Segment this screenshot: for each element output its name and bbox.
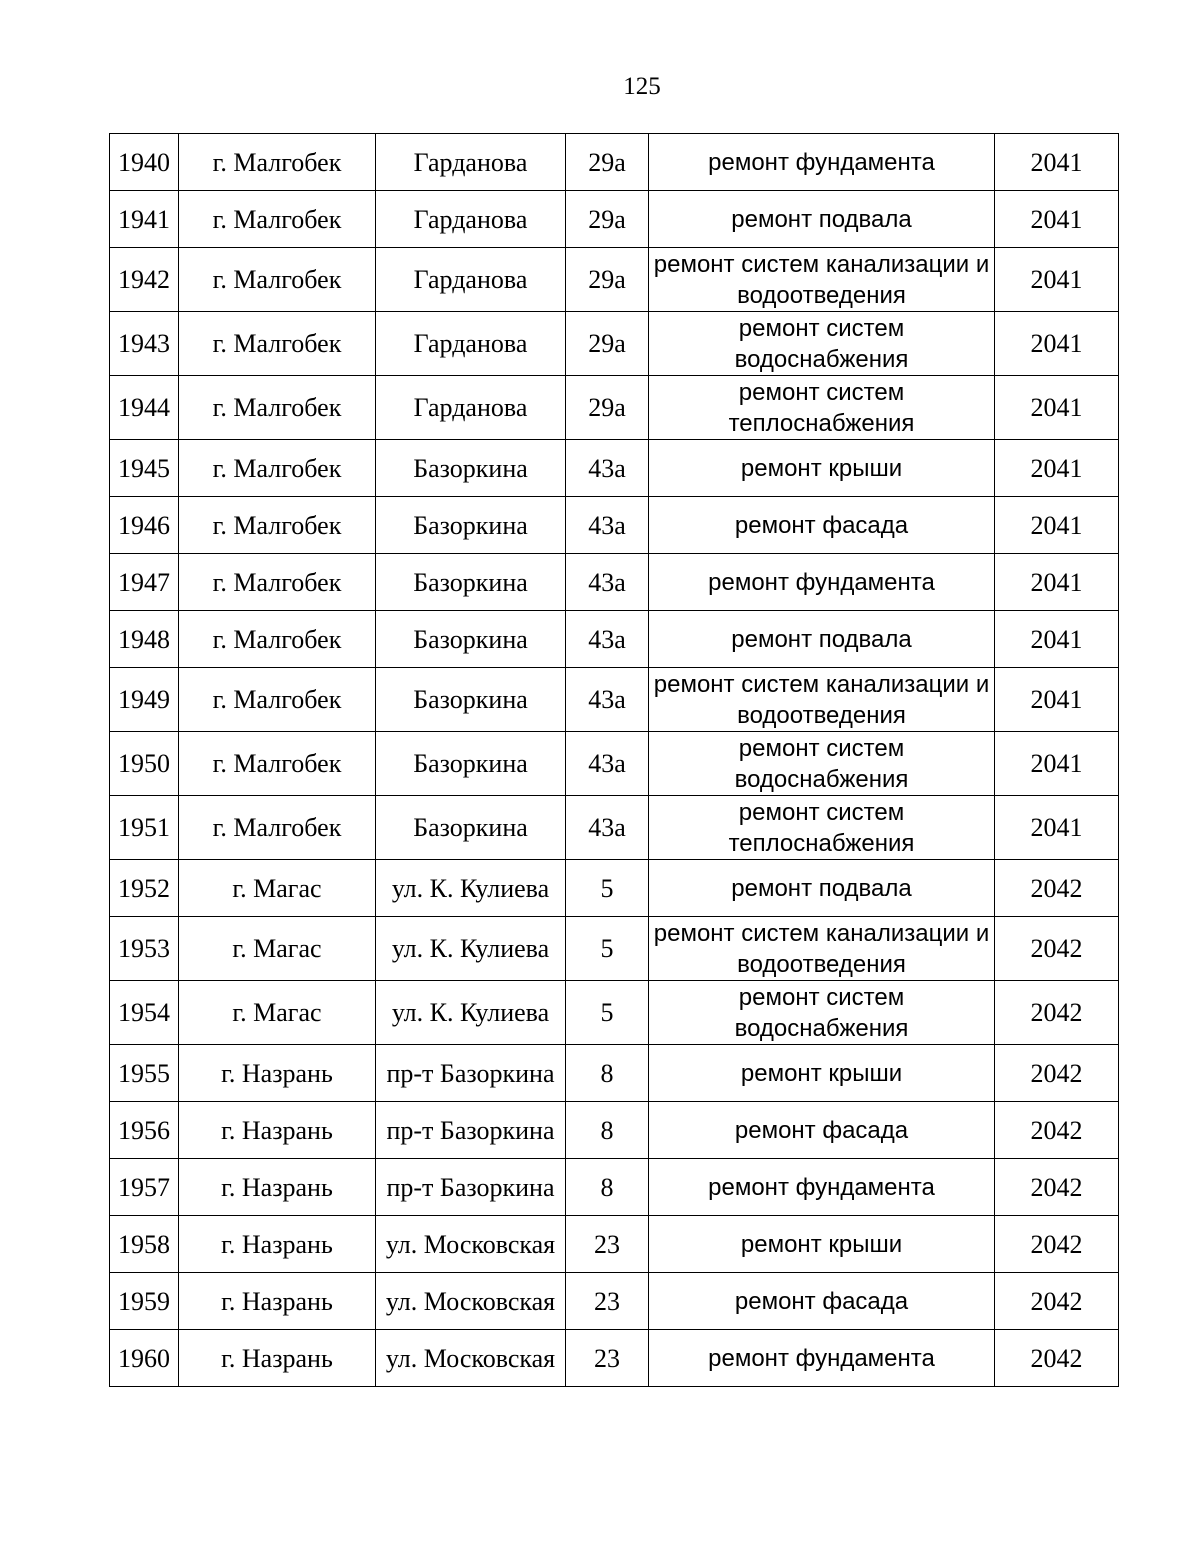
cell-row-number: 1946 (110, 497, 179, 554)
cell-house: 43а (566, 796, 649, 860)
cell-row-number: 1955 (110, 1045, 179, 1102)
cell-year: 2041 (995, 554, 1119, 611)
cell-row-number: 1948 (110, 611, 179, 668)
table-row (110, 1102, 1119, 1159)
cell-work-type: ремонт систем канализации и водоотведения (649, 917, 995, 981)
cell-work-type: ремонт систем водоснабжения (649, 732, 995, 796)
cell-house: 23 (566, 1330, 649, 1387)
cell-house: 43а (566, 668, 649, 732)
page-number: 125 (623, 73, 661, 100)
cell-street: пр-т Базоркина (376, 1159, 566, 1216)
cell-row-number: 1945 (110, 440, 179, 497)
cell-year: 2041 (995, 191, 1119, 248)
cell-city: г. Малгобек (179, 376, 376, 440)
cell-street: ул. Московская (376, 1216, 566, 1273)
table-row (110, 1045, 1119, 1102)
cell-year: 2042 (995, 917, 1119, 981)
cell-row-number: 1949 (110, 668, 179, 732)
cell-house: 43а (566, 732, 649, 796)
cell-year: 2041 (995, 312, 1119, 376)
cell-street: ул. К. Кулиева (376, 860, 566, 917)
cell-street: ул. К. Кулиева (376, 981, 566, 1045)
cell-house: 23 (566, 1216, 649, 1273)
table-row (110, 497, 1119, 554)
cell-row-number: 1944 (110, 376, 179, 440)
cell-year: 2041 (995, 497, 1119, 554)
cell-work-type: ремонт фундамента (649, 134, 995, 191)
cell-city: г. Назрань (179, 1159, 376, 1216)
cell-city: г. Малгобек (179, 312, 376, 376)
cell-street: Базоркина (376, 611, 566, 668)
cell-house: 5 (566, 981, 649, 1045)
cell-street: ул. Московская (376, 1273, 566, 1330)
cell-work-type: ремонт подвала (649, 191, 995, 248)
cell-city: г. Малгобек (179, 134, 376, 191)
cell-year: 2041 (995, 611, 1119, 668)
cell-house: 43а (566, 554, 649, 611)
cell-city: г. Малгобек (179, 732, 376, 796)
cell-work-type: ремонт систем теплоснабжения (649, 376, 995, 440)
cell-house: 29а (566, 134, 649, 191)
cell-house: 23 (566, 1273, 649, 1330)
cell-street: пр-т Базоркина (376, 1045, 566, 1102)
cell-house: 5 (566, 860, 649, 917)
cell-year: 2041 (995, 796, 1119, 860)
cell-row-number: 1943 (110, 312, 179, 376)
cell-house: 29а (566, 191, 649, 248)
cell-work-type: ремонт фасада (649, 1273, 995, 1330)
cell-street: Базоркина (376, 796, 566, 860)
cell-street: пр-т Базоркина (376, 1102, 566, 1159)
cell-house: 29а (566, 312, 649, 376)
cell-work-type: ремонт систем канализации и водоотведения (649, 248, 995, 312)
cell-street: ул. К. Кулиева (376, 917, 566, 981)
cell-year: 2041 (995, 668, 1119, 732)
cell-year: 2042 (995, 1102, 1119, 1159)
cell-city: г. Малгобек (179, 611, 376, 668)
table-row (110, 1159, 1119, 1216)
table-row (110, 248, 1119, 312)
table-row (110, 732, 1119, 796)
cell-year: 2042 (995, 860, 1119, 917)
cell-work-type: ремонт систем канализации и водоотведения (649, 668, 995, 732)
table-row (110, 134, 1119, 191)
cell-year: 2042 (995, 1045, 1119, 1102)
table-row (110, 860, 1119, 917)
repair-schedule-table (109, 133, 1119, 1387)
cell-house: 8 (566, 1159, 649, 1216)
cell-work-type: ремонт подвала (649, 611, 995, 668)
cell-house: 29а (566, 376, 649, 440)
cell-city: г. Малгобек (179, 497, 376, 554)
cell-year: 2042 (995, 1273, 1119, 1330)
cell-year: 2042 (995, 1330, 1119, 1387)
cell-house: 43а (566, 497, 649, 554)
cell-city: г. Малгобек (179, 191, 376, 248)
cell-city: г. Назрань (179, 1045, 376, 1102)
cell-row-number: 1958 (110, 1216, 179, 1273)
table-row (110, 1216, 1119, 1273)
cell-work-type: ремонт фасада (649, 1102, 995, 1159)
cell-city: г. Малгобек (179, 440, 376, 497)
table-row (110, 191, 1119, 248)
cell-year: 2041 (995, 732, 1119, 796)
table-row (110, 611, 1119, 668)
cell-work-type: ремонт подвала (649, 860, 995, 917)
cell-work-type: ремонт крыши (649, 1216, 995, 1273)
cell-city: г. Магас (179, 981, 376, 1045)
cell-street: ул. Московская (376, 1330, 566, 1387)
cell-year: 2041 (995, 376, 1119, 440)
cell-house: 8 (566, 1102, 649, 1159)
cell-city: г. Малгобек (179, 668, 376, 732)
cell-work-type: ремонт систем водоснабжения (649, 981, 995, 1045)
table-row (110, 554, 1119, 611)
table-row (110, 440, 1119, 497)
cell-street: Базоркина (376, 668, 566, 732)
cell-row-number: 1940 (110, 134, 179, 191)
cell-street: Базоркина (376, 554, 566, 611)
cell-work-type: ремонт крыши (649, 1045, 995, 1102)
cell-city: г. Малгобек (179, 554, 376, 611)
cell-work-type: ремонт фасада (649, 497, 995, 554)
cell-city: г. Малгобек (179, 248, 376, 312)
cell-street: Гарданова (376, 191, 566, 248)
cell-year: 2042 (995, 981, 1119, 1045)
table-row (110, 796, 1119, 860)
cell-year: 2041 (995, 134, 1119, 191)
cell-street: Гарданова (376, 248, 566, 312)
cell-work-type: ремонт систем теплоснабжения (649, 796, 995, 860)
cell-city: г. Назрань (179, 1273, 376, 1330)
table-row (110, 1273, 1119, 1330)
cell-street: Гарданова (376, 376, 566, 440)
table-row (110, 668, 1119, 732)
cell-city: г. Магас (179, 917, 376, 981)
cell-work-type: ремонт крыши (649, 440, 995, 497)
cell-row-number: 1957 (110, 1159, 179, 1216)
cell-row-number: 1954 (110, 981, 179, 1045)
cell-city: г. Малгобек (179, 796, 376, 860)
cell-row-number: 1947 (110, 554, 179, 611)
cell-house: 43а (566, 440, 649, 497)
cell-row-number: 1956 (110, 1102, 179, 1159)
cell-year: 2041 (995, 440, 1119, 497)
cell-year: 2041 (995, 248, 1119, 312)
cell-street: Базоркина (376, 732, 566, 796)
cell-street: Гарданова (376, 134, 566, 191)
cell-work-type: ремонт фундамента (649, 554, 995, 611)
cell-row-number: 1942 (110, 248, 179, 312)
table-row (110, 1330, 1119, 1387)
cell-row-number: 1951 (110, 796, 179, 860)
cell-row-number: 1952 (110, 860, 179, 917)
cell-house: 29а (566, 248, 649, 312)
table-row (110, 376, 1119, 440)
cell-year: 2042 (995, 1159, 1119, 1216)
table-row (110, 312, 1119, 376)
cell-row-number: 1960 (110, 1330, 179, 1387)
cell-city: г. Назрань (179, 1330, 376, 1387)
cell-city: г. Назрань (179, 1102, 376, 1159)
table-row (110, 917, 1119, 981)
cell-row-number: 1941 (110, 191, 179, 248)
cell-street: Гарданова (376, 312, 566, 376)
cell-work-type: ремонт фундамента (649, 1330, 995, 1387)
cell-city: г. Назрань (179, 1216, 376, 1273)
cell-work-type: ремонт фундамента (649, 1159, 995, 1216)
cell-year: 2042 (995, 1216, 1119, 1273)
cell-row-number: 1950 (110, 732, 179, 796)
table-body (110, 134, 1119, 1387)
cell-city: г. Магас (179, 860, 376, 917)
cell-house: 8 (566, 1045, 649, 1102)
cell-street: Базоркина (376, 497, 566, 554)
cell-row-number: 1953 (110, 917, 179, 981)
cell-house: 43а (566, 611, 649, 668)
cell-work-type: ремонт систем водоснабжения (649, 312, 995, 376)
cell-row-number: 1959 (110, 1273, 179, 1330)
cell-house: 5 (566, 917, 649, 981)
table-row (110, 981, 1119, 1045)
cell-street: Базоркина (376, 440, 566, 497)
